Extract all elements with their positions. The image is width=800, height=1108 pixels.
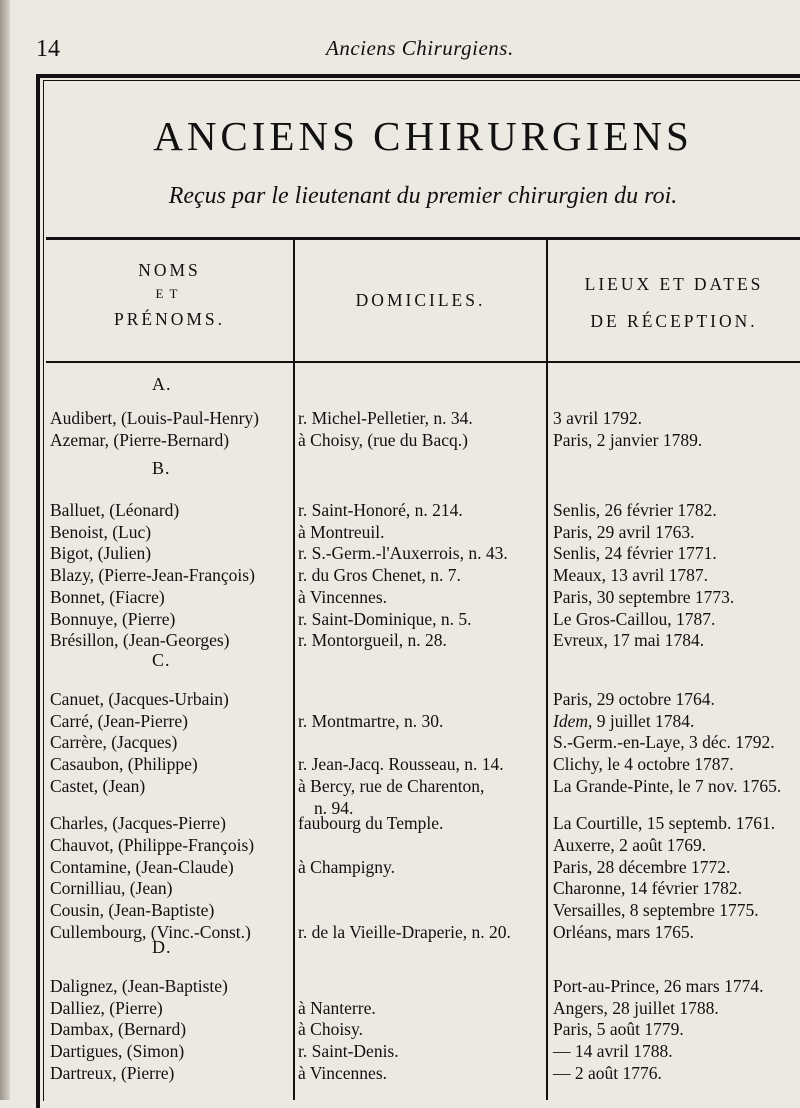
column-divider-1 — [293, 240, 295, 1100]
section-letter: A. — [152, 374, 172, 394]
register-row — [0, 587, 800, 609]
column-header-names-line-2: ET — [155, 286, 184, 301]
entry-reception: S.-Germ.-en-Laye, 3 déc. 1792. — [553, 732, 775, 753]
entry-name: Dalignez, (Jean-Baptiste) — [50, 976, 228, 996]
entry-domicile-continuation: n. 94. — [314, 797, 354, 818]
entry-name: Carrère, (Jacques) — [50, 732, 178, 753]
register-row — [0, 711, 800, 733]
column-header-reception-line-1: LIEUX ET DATES — [584, 274, 764, 294]
entry-name: Castet, (Jean) — [50, 775, 146, 796]
entry-reception: Meaux, 13 avril 1787. — [553, 565, 709, 586]
entry-name: Blazy, (Pierre-Jean-François) — [50, 565, 255, 586]
entry-name: Balluet, (Léonard) — [50, 500, 180, 520]
entry-name: Benoist, (Luc) — [50, 521, 152, 542]
register-row — [0, 543, 800, 565]
entry-reception: La Courtille, 15 septemb. 1761. — [553, 813, 776, 834]
register-row — [0, 776, 800, 798]
section-letter: D. — [152, 937, 172, 957]
entry-reception: Charonne, 14 février 1782. — [553, 878, 743, 899]
column-header-reception-line-2: DE RÉCEPTION. — [590, 310, 758, 331]
entry-domicile: à Nanterre. — [298, 997, 376, 1018]
entry-name: Dartigues, (Simon) — [50, 1041, 185, 1062]
entry-name: Bonnet, (Fiacre) — [50, 586, 165, 607]
entry-domicile: r. Michel-Pelletier, n. 34. — [298, 408, 473, 428]
entry-domicile: r. Jean-Jacq. Rousseau, n. 14. — [298, 754, 504, 775]
entry-reception: Angers, 28 juillet 1788. — [553, 997, 719, 1018]
register-row — [0, 900, 800, 922]
entry-name: Bigot, (Julien) — [50, 543, 152, 564]
entry-name: Cornilliau, (Jean) — [50, 878, 173, 899]
register-row — [0, 813, 800, 835]
register-row — [0, 922, 800, 944]
register-row — [0, 857, 800, 879]
entry-domicile: à Bercy, rue de Charenton, — [298, 775, 485, 796]
entry-reception: — 14 avril 1788. — [553, 1041, 673, 1062]
register-row — [0, 835, 800, 857]
page-title: ANCIENS CHIRURGIENS — [153, 113, 693, 159]
page-number: 14 — [36, 36, 60, 62]
register-row — [0, 430, 800, 452]
column-header-names-line-3: PRÉNOMS. — [113, 308, 226, 329]
entry-domicile: faubourg du Temple. — [298, 813, 444, 834]
register-row — [0, 1019, 800, 1041]
register-row — [0, 689, 800, 711]
column-header-reception — [548, 266, 800, 340]
entry-reception: Evreux, 17 mai 1784. — [553, 630, 705, 651]
entry-name: Cullembourg, (Vinc.-Const.) — [50, 921, 251, 942]
entry-domicile: r. Saint-Honoré, n. 214. — [298, 500, 463, 520]
entry-domicile: à Champigny. — [298, 856, 396, 877]
entry-domicile: à Choisy. — [298, 1019, 363, 1040]
entry-name: Chauvot, (Philippe-François) — [50, 834, 255, 855]
entry-domicile: r. Montorgueil, n. 28. — [298, 630, 447, 651]
header-rule-bottom — [46, 361, 800, 363]
entry-reception: Paris, 29 avril 1763. — [553, 521, 695, 542]
entry-name: Azemar, (Pierre-Bernard) — [50, 429, 230, 450]
entry-domicile: à Choisy, (rue du Bacq.) — [298, 429, 468, 450]
entry-domicile: r. de la Vieille-Draperie, n. 20. — [298, 921, 511, 942]
entry-reception: Paris, 2 janvier 1789. — [553, 429, 703, 450]
entry-domicile: r. Saint-Denis. — [298, 1041, 399, 1062]
register-row — [0, 565, 800, 587]
entry-name: Dartreux, (Pierre) — [50, 1062, 175, 1083]
entry-domicile: r. Montmartre, n. 30. — [298, 710, 444, 731]
entry-name: Audibert, (Louis-Paul-Henry) — [50, 408, 259, 428]
entry-domicile: à Vincennes. — [298, 586, 388, 607]
header-rule-top — [46, 237, 800, 240]
page-subtitle: Reçus par le lieutenant du premier chirurgien du roi. — [168, 183, 678, 209]
section-letter: B. — [152, 458, 171, 478]
column-header-domiciles — [295, 286, 546, 314]
entry-name: Dalliez, (Pierre) — [50, 997, 163, 1018]
entry-reception: Paris, 30 septembre 1773. — [553, 586, 735, 607]
entry-domicile: r. S.-Germ.-l'Auxerrois, n. 43. — [298, 543, 508, 564]
register-row — [0, 408, 800, 430]
entry-reception: 3 avril 1792. — [553, 408, 642, 428]
entry-name: Canuet, (Jacques-Urbain) — [50, 689, 229, 709]
entry-reception: Le Gros-Caillou, 1787. — [553, 608, 716, 629]
entry-reception: Auxerre, 2 août 1769. — [553, 834, 707, 855]
entry-reception: La Grande-Pinte, le 7 nov. 1765. — [553, 775, 782, 796]
register-row — [0, 732, 800, 754]
entry-name: Charles, (Jacques-Pierre) — [50, 813, 226, 834]
column-divider-2 — [546, 240, 548, 1100]
section-letter: C. — [152, 650, 171, 670]
register-row — [0, 754, 800, 776]
entry-domicile: à Montreuil. — [298, 521, 385, 542]
entry-domicile: r. du Gros Chenet, n. 7. — [298, 565, 461, 586]
register-row — [0, 630, 800, 652]
entry-name: Carré, (Jean-Pierre) — [50, 710, 188, 731]
column-header-names-line-1: NOMS — [138, 260, 201, 280]
entry-domicile: à Vincennes. — [298, 1062, 388, 1083]
entry-reception: Paris, 29 octobre 1764. — [553, 689, 715, 709]
register-row — [0, 1063, 800, 1085]
entry-domicile: r. Saint-Dominique, n. 5. — [298, 608, 472, 629]
entry-reception: Senlis, 26 février 1782. — [553, 500, 717, 520]
entry-name: Cousin, (Jean-Baptiste) — [50, 900, 215, 920]
entry-reception: Versailles, 8 septembre 1775. — [553, 900, 759, 920]
entry-name: Contamine, (Jean-Claude) — [50, 856, 234, 877]
column-header-domiciles-label: DOMICILES. — [355, 290, 486, 310]
entry-reception: Idem, 9 juillet 1784. — [553, 710, 695, 731]
entry-name: Bonnuye, (Pierre) — [50, 608, 176, 629]
register-row — [0, 522, 800, 544]
register-row — [0, 878, 800, 900]
running-head — [36, 34, 796, 64]
entry-name: Dambax, (Bernard) — [50, 1019, 187, 1040]
entry-reception: Clichy, le 4 octobre 1787. — [553, 754, 734, 775]
register-row — [0, 976, 800, 998]
entry-reception: Paris, 5 août 1779. — [553, 1019, 684, 1040]
register-row — [0, 998, 800, 1020]
register-row — [0, 500, 800, 522]
running-title: Anciens Chirurgiens. — [326, 36, 514, 60]
entry-name: Casaubon, (Philippe) — [50, 754, 198, 775]
entry-reception: Orléans, mars 1765. — [553, 921, 694, 942]
register-row — [0, 1041, 800, 1063]
entry-reception: Paris, 28 décembre 1772. — [553, 856, 731, 877]
entry-reception: Port-au-Prince, 26 mars 1774. — [553, 976, 764, 996]
entry-reception: — 2 août 1776. — [553, 1062, 662, 1083]
column-header-names — [46, 256, 293, 333]
entry-name: Brésillon, (Jean-Georges) — [50, 630, 230, 651]
entry-reception: Senlis, 24 février 1771. — [553, 543, 717, 564]
register-row — [0, 609, 800, 631]
